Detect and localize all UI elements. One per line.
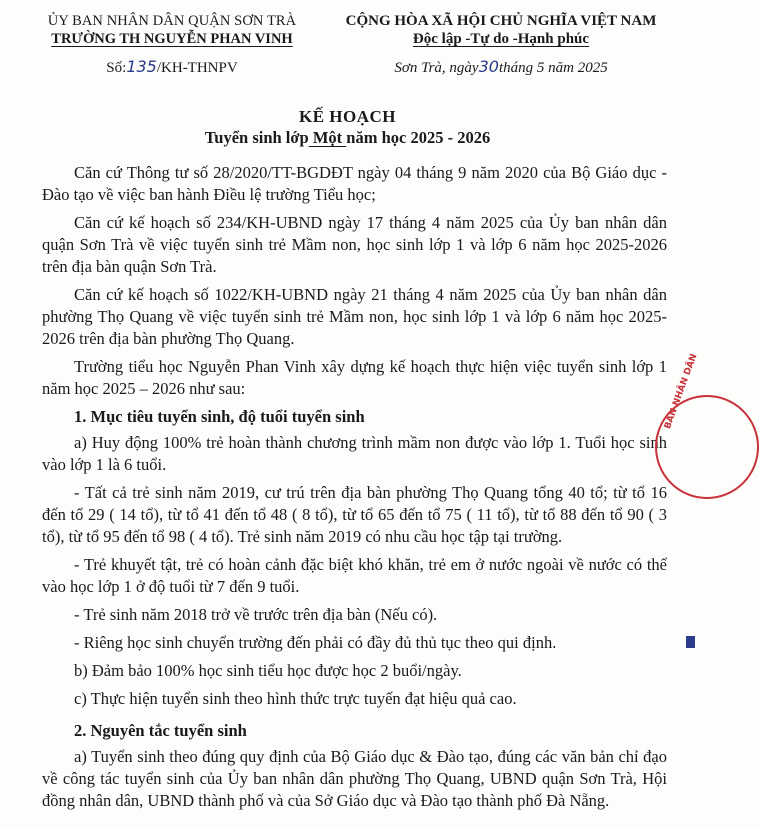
school-name: TRƯỜNG TH NGUYỄN PHAN VINH bbox=[51, 31, 293, 47]
paragraph-intro: Trường tiểu học Nguyễn Phan Vinh xây dựng kế hoạch thực hiện việc tuyển sinh lớp 1 năm học 2025 – 2026 như sau: bbox=[42, 357, 667, 398]
date-suffix: tháng 5 năm 2025 bbox=[498, 60, 608, 76]
document-title: KẾ HOẠCH bbox=[298, 107, 397, 126]
agency-name: ỦY BAN NHÂN DÂN QUẬN SƠN TRÀ bbox=[47, 13, 297, 29]
subtitle-underlined: Một bbox=[308, 128, 347, 147]
paragraph-legal-basis-1: Căn cứ Thông tư số 28/2020/TT-BGDĐT ngày 04 tháng 9 năm 2020 của Bộ Giáo dục - Đào tạo về việc ban hành Điều lệ trường Tiểu học; bbox=[42, 163, 667, 204]
edge-mark bbox=[686, 636, 695, 648]
paragraph-special-cases: - Trẻ khuyết tật, trẻ có hoàn cảnh đặc biệt khó khăn, trẻ em ở nước ngoài về nước có thể vào học lớp 1 ở độ tuổi từ 7 đến 9 tuổi. bbox=[42, 555, 667, 596]
number-suffix: /KH-THNPV bbox=[156, 60, 238, 76]
stamp-text: BAN NHÂN DÂN bbox=[663, 352, 700, 431]
document-subtitle bbox=[0, 128, 695, 148]
paragraph-eligibility: - Tất cả trẻ sinh năm 2019, cư trú trên địa bàn phường Thọ Quang tổng 40 tổ; từ tổ 16 đến tổ 29 ( 14 tổ), từ tổ 41 đến tổ 48 ( 8 tổ), từ tổ 65 đến tổ 75 ( 11 tổ), từ tổ 88 đến tổ 90 ( 3 tổ), từ tổ 95 đến tổ 98 ( 4 tổ). Trẻ sinh năm 2019 có nhu cầu học tập tại trường. bbox=[42, 483, 667, 546]
document-date bbox=[326, 58, 676, 77]
document-number bbox=[22, 58, 322, 77]
subtitle-pre: Tuyển sinh lớp bbox=[204, 128, 309, 147]
document-body bbox=[42, 162, 667, 818]
subtitle-post: năm học 2025 - 2026 bbox=[346, 128, 491, 147]
number-prefix: Số: bbox=[106, 60, 127, 76]
date-prefix: Sơn Trà, ngày bbox=[394, 60, 479, 76]
paragraph-legal-basis-3: Căn cứ kế hoạch số 1022/KH-UBND ngày 21 tháng 4 năm 2025 của Ủy ban nhân dân phường Thọ Quang về việc tuyển sinh trẻ Mầm non, học sinh lớp 1 và lớp 6 năm học 2025-2026 trên địa bàn phường Thọ Quang. bbox=[42, 285, 667, 348]
paragraph-goal-c: c) Thực hiện tuyển sinh theo hình thức trực tuyến đạt hiệu quả cao. bbox=[74, 689, 517, 708]
paragraph-goal-a: a) Huy động 100% trẻ hoàn thành chương trình mầm non được vào lớp 1. Tuổi học sinh vào lớp 1 là 6 tuổi. bbox=[42, 433, 667, 474]
official-stamp bbox=[655, 352, 759, 499]
nation-name: CỘNG HÒA XÃ HỘI CHỦ NGHĨA VIỆT NAM bbox=[345, 13, 657, 29]
national-motto: Độc lập -Tự do -Hạnh phúc bbox=[412, 31, 590, 47]
paragraph-older-children: - Trẻ sinh năm 2018 trở về trước trên địa bàn (Nếu có). bbox=[74, 605, 438, 624]
paragraph-principle-a: a) Tuyển sinh theo đúng quy định của Bộ Giáo dục & Đào tạo, đúng các văn bản chỉ đạo về công tác tuyển sinh của Ủy ban nhân dân phường Thọ Quang, UBND quận Sơn Trà, Hội đồng nhân dân, UBND thành phố và của Sở Giáo dục và Đào tạo thành phố Đà Nẵng. bbox=[42, 747, 667, 810]
header-left bbox=[22, 12, 322, 77]
section-heading-2: 2. Nguyên tắc tuyển sinh bbox=[74, 721, 247, 740]
paragraph-legal-basis-2: Căn cứ kế hoạch số 234/KH-UBND ngày 17 tháng 4 năm 2025 của Ủy ban nhân dân quận Sơn Trà về việc tuyển sinh trẻ Mầm non, học sinh lớp 1 và lớp 6 năm học 2025-2026 trên địa bàn quận Sơn Trà. bbox=[42, 213, 667, 276]
handwritten-day: 30 bbox=[478, 57, 499, 76]
paragraph-transfers: - Riêng học sinh chuyển trường đến phải có đầy đủ thủ tục theo qui định. bbox=[74, 633, 557, 652]
paragraph-goal-b: b) Đảm bảo 100% học sinh tiểu học được học 2 buổi/ngày. bbox=[74, 661, 462, 680]
handwritten-number: 135 bbox=[126, 57, 157, 76]
header-right bbox=[326, 12, 676, 77]
section-heading-1: 1. Mục tiêu tuyển sinh, độ tuổi tuyển sinh bbox=[74, 407, 365, 426]
